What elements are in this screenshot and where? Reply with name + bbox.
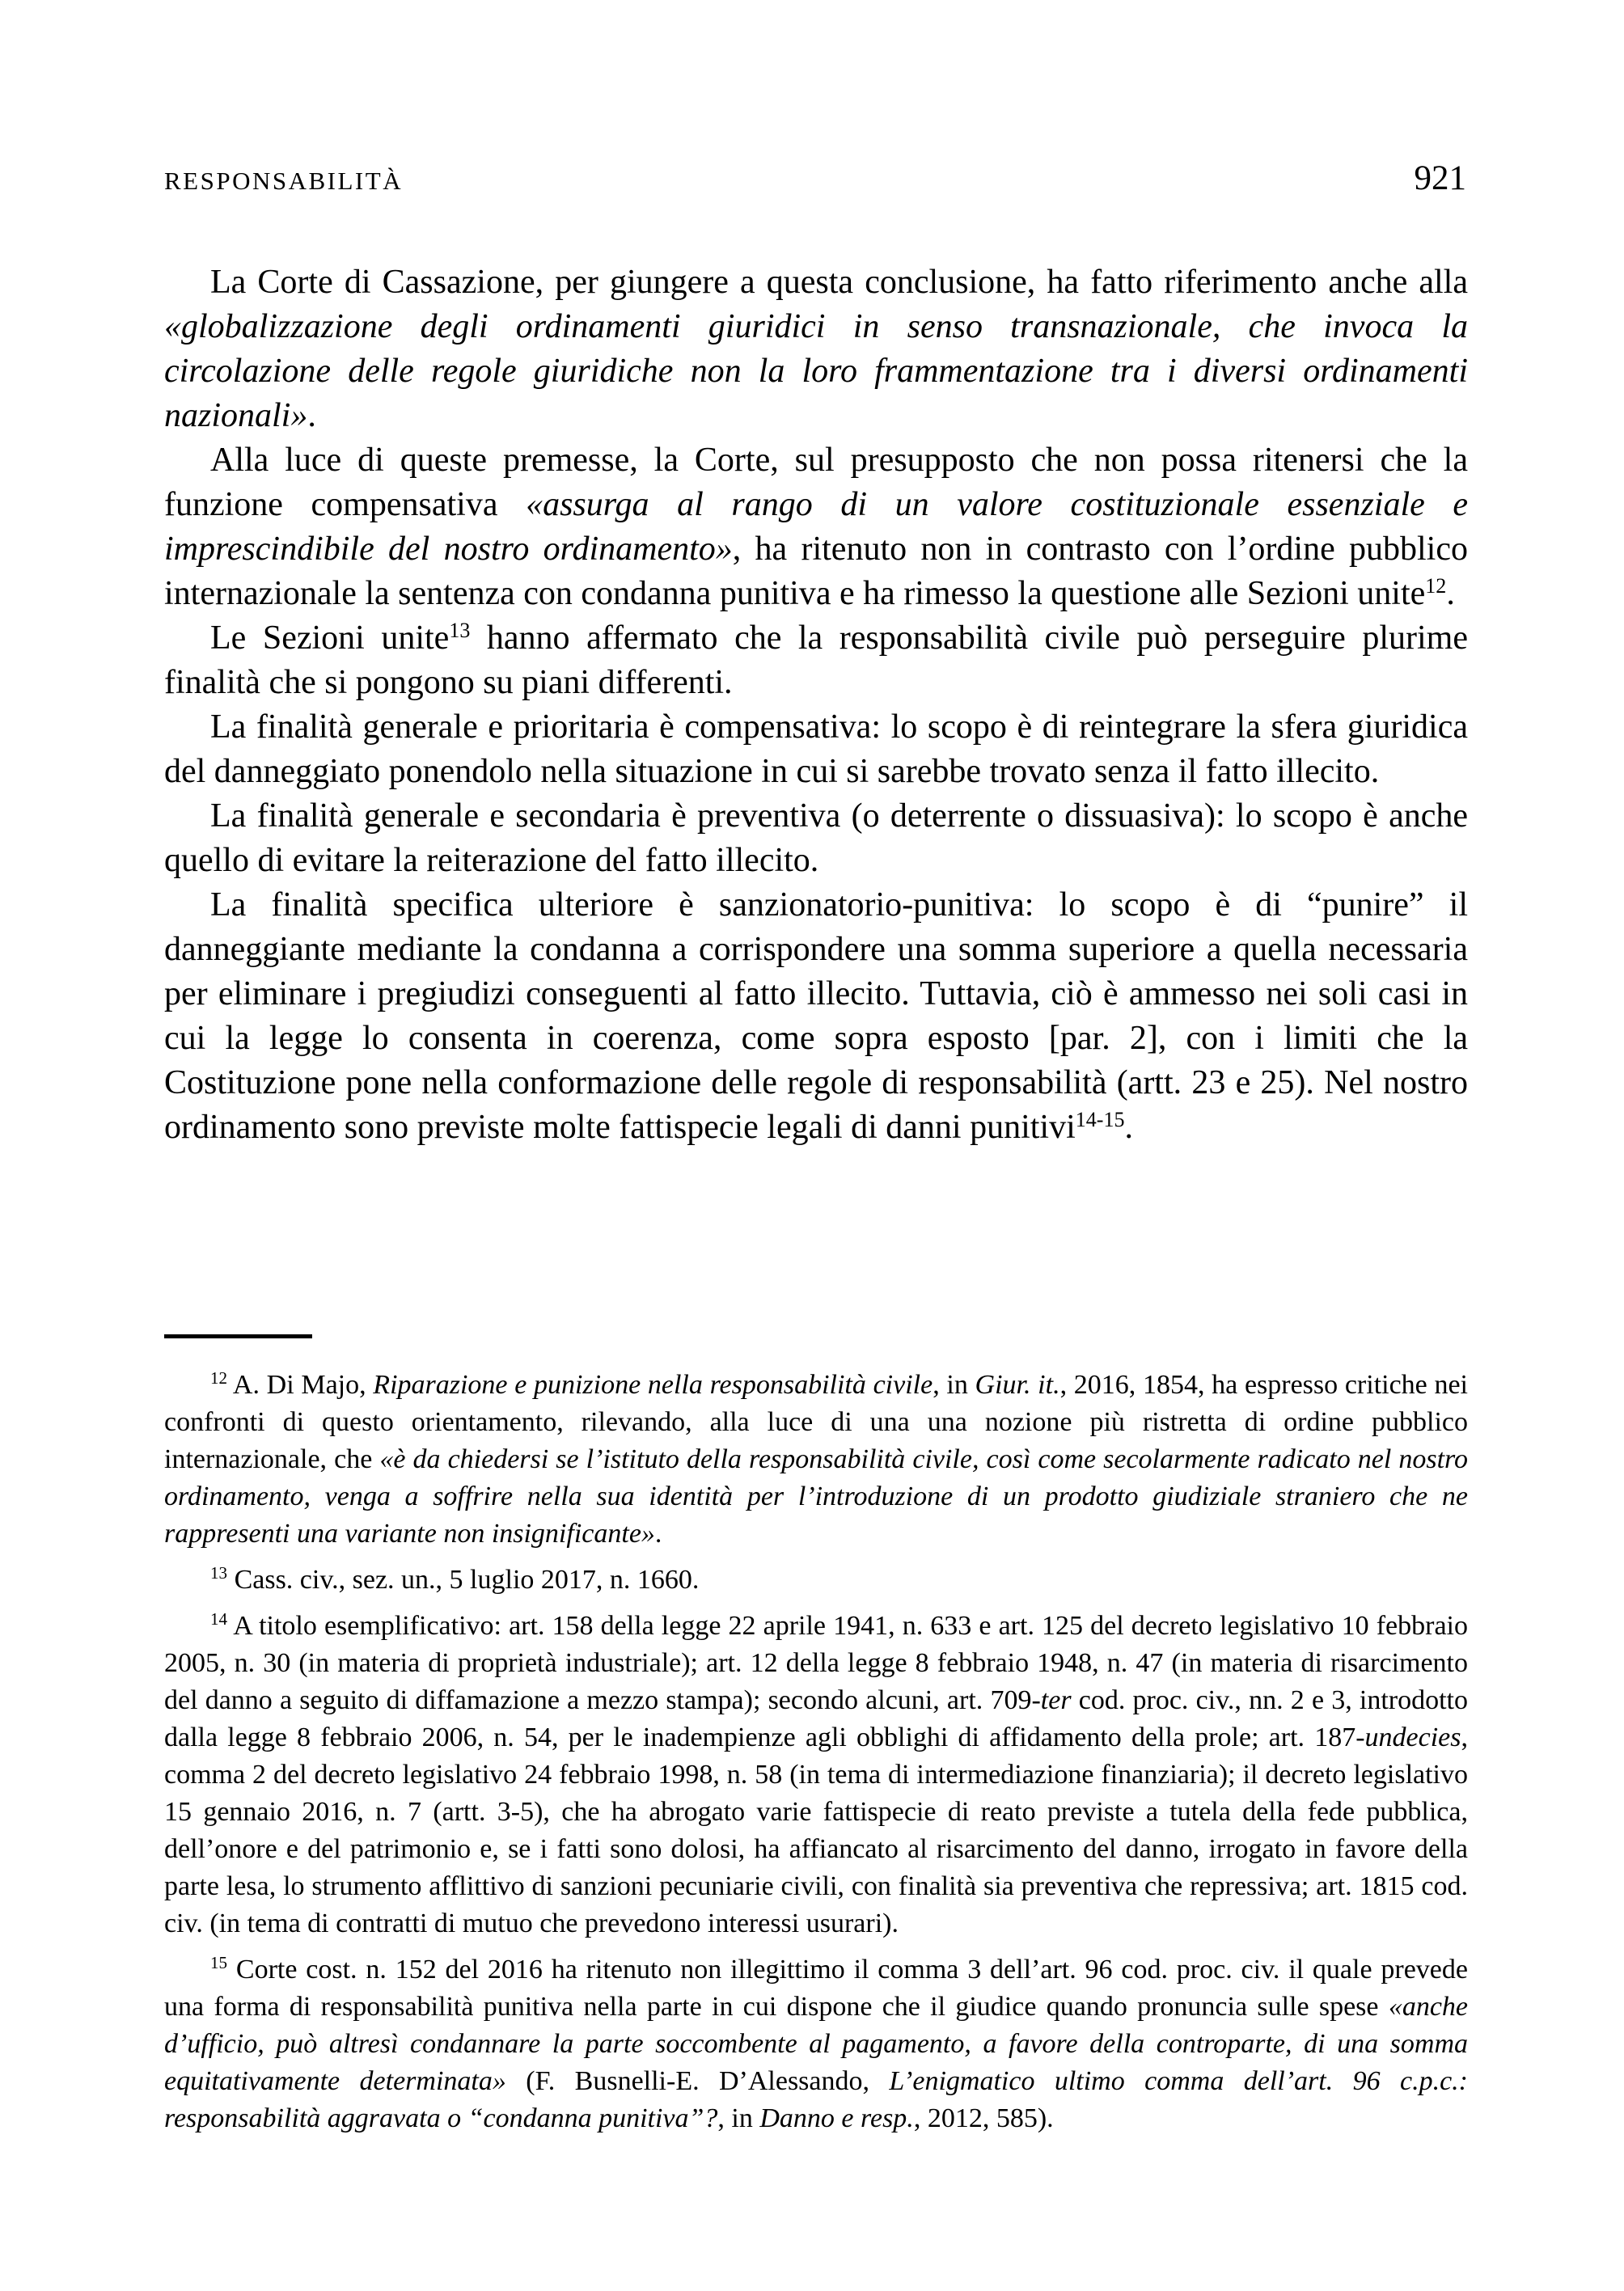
text-run: .	[654, 1519, 662, 1549]
text-run: , ha ritenuto non in contrasto con l’ordine pubblico internazionale la sentenza con condanna punitiva e ha rimesso la questione alle Sezioni unite	[164, 530, 1468, 612]
text-run: , 2016, 1854, ha espresso critiche nei confronti di questo orientamento, rilevando, alla luce di una una nozione più ristretta di ordine pubblico internazionale, che	[164, 1370, 1469, 1474]
footnote-14	[164, 1608, 1468, 1942]
footnote-13	[164, 1562, 1468, 1599]
footnote-ref: 12	[210, 1368, 228, 1389]
footnote-separator	[164, 1334, 312, 1338]
italic-run: Danno e resp.	[759, 2103, 914, 2133]
text-run: .	[1124, 1109, 1133, 1146]
footnote-ref: 14	[210, 1609, 228, 1629]
footnote-ref: 14-15	[1075, 1107, 1125, 1131]
footnotes-section	[164, 1367, 1468, 2146]
italic-run: «globalizzazione degli ordinamenti giuridici in senso transnazionale, che invoca la circolazione delle regole giuridiche non la loro frammentazione tra i diversi ordinamenti nazionali»	[164, 308, 1468, 434]
italic-run: undecies	[1364, 1722, 1461, 1752]
text-run: , 2012, 585).	[913, 2103, 1054, 2133]
text-run: La Corte di Cassazione, per giungere a questa conclusione, ha fatto riferimento anche alla	[210, 264, 1468, 301]
body-paragraph-3	[164, 616, 1468, 705]
page-header	[164, 159, 1466, 198]
text-run: , in	[717, 2103, 760, 2133]
text-run: Corte cost. n. 152 del 2016 ha ritenuto non illegittimo il comma 3 dell’art. 96 cod. proc. civ. il quale prevede una forma di responsabilità punitiva nella parte in cui dispone che il giudice quando pronuncia sulle spese	[164, 1955, 1468, 2022]
page-number: 921	[1414, 159, 1466, 197]
text-run: A titolo esemplificativo: art. 158 della legge 22 aprile 1941, n. 633 e art. 125 del decreto legislativo 10 febbraio 2005, n. 30 (in materia di proprietà industriale); art. 12 della legge 8 febbraio 1948, n. 47 (in materia di risarcimento del danno a seguito di diffamazione a mezzo stampa); secondo alcuni, art. 709-	[164, 1611, 1468, 1715]
text-run: .	[307, 397, 316, 434]
body-paragraph-4	[164, 705, 1468, 794]
text-run: Alla luce di queste premesse, la Corte, sul presupposto che non possa ritenersi che la funzione compensativa	[164, 442, 1468, 523]
italic-run: Riparazione e punizione nella responsabilità civile	[373, 1370, 933, 1400]
text-run: La finalità generale e prioritaria è compensativa: lo scopo è di reintegrare la sfera giuridica del danneggiato ponendolo nella situazione in cui si sarebbe trovato senza il fatto illecito.	[164, 708, 1468, 790]
text-run: Cass. civ., sez. un., 5 luglio 2017, n. 1660.	[227, 1565, 700, 1595]
text-run: La finalità generale e secondaria è preventiva (o deterrente o dissuasiva): lo scopo è anche quello di evitare la reiterazione del fatto illecito.	[164, 797, 1468, 879]
text-run: La finalità specifica ulteriore è sanzionatorio-punitiva: lo scopo è di “punire” il danneggiante mediante la condanna a corrispondere una somma superiore a quella necessaria per eliminare i pregiudizi conseguenti al fatto illecito. Tuttavia, ciò è ammesso nei soli casi in cui la legge lo consenta in coerenza, come sopra esposto [par. 2], con i limiti che la Costituzione pone nella conformazione delle regole di responsabilità (artt. 23 e 25). Nel nostro ordinamento sono previste molte fattispecie legali di danni punitivi	[164, 886, 1468, 1146]
italic-run: «è da chiedersi se l’istituto della responsabilità civile, così come secolarmente radicato nel nostro ordinamento, venga a soffrire nella sua identità per l’introduzione di un prodotto giudiziale straniero che ne rappresenti una variante non insignificante»	[164, 1444, 1468, 1549]
body-paragraph-6	[164, 883, 1468, 1150]
italic-run: ter	[1040, 1685, 1072, 1715]
body-text	[164, 260, 1468, 1150]
italic-run: «anche d’ufficio, può altresì condannare la parte soccombente al pagamento, a favore della controparte, di una somma equitativamente determinata»	[164, 1992, 1468, 2096]
footnote-ref: 15	[210, 1953, 228, 1973]
footnote-12	[164, 1367, 1468, 1553]
footnote-15	[164, 1951, 1468, 2137]
text-run: , in	[933, 1370, 975, 1400]
text-run: .	[1446, 575, 1455, 612]
body-paragraph-2	[164, 438, 1468, 616]
text-run: (F. Busnelli-E. D’Alessando,	[505, 2066, 890, 2096]
italic-run: L’enigmatico ultimo comma dell’art. 96 c.p.c.: responsabilità aggravata o “condanna punitiva”?	[164, 2066, 1468, 2133]
italic-run: Giur. it.	[975, 1370, 1060, 1400]
running-head: RESPONSABILITÀ	[164, 167, 404, 195]
footnote-ref: 13	[449, 618, 471, 642]
text-run: cod. proc. civ., nn. 2 e 3, introdotto dalla legge 8 febbraio 2006, n. 54, per le inadempienze agli obblighi di affidamento della prole; art. 187-	[164, 1685, 1468, 1752]
text-run: hanno affermato che la responsabilità civile può perseguire plurime finalità che si pongono su piani differenti.	[164, 619, 1468, 701]
body-paragraph-5	[164, 794, 1468, 883]
italic-run: «assurga al rango di un valore costituzionale essenziale e imprescindibile del nostro ordinamento»	[164, 486, 1469, 568]
footnote-ref: 13	[210, 1563, 228, 1583]
text-run: Le Sezioni unite	[210, 619, 450, 657]
text-run: , comma 2 del decreto legislativo 24 febbraio 1998, n. 58 (in tema di intermediazione finanziaria); il decreto legislativo 15 gennaio 2016, n. 7 (artt. 3-5), che ha abrogato varie fattispecie di reato previste a tutela della fede pubblica, dell’onore e del patrimonio e, se i fatti sono dolosi, ha affiancato al risarcimento del danno, irrogato in favore della parte lesa, lo strumento afflittivo di sanzioni pecuniarie civili, con finalità sia preventiva che repressiva; art. 1815 cod. civ. (in tema di contratti di mutuo che prevedono interessi usurari).	[164, 1722, 1468, 1938]
text-run: A. Di Majo,	[227, 1370, 374, 1400]
body-paragraph-1	[164, 260, 1468, 438]
footnote-ref: 12	[1425, 573, 1447, 598]
